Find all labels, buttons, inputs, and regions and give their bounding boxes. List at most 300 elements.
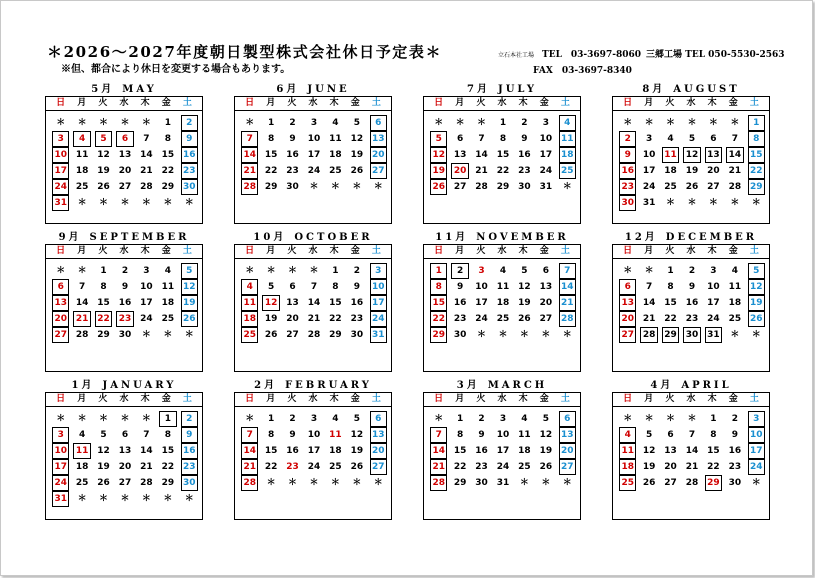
weekday-label: 金 xyxy=(161,394,171,404)
day-cell: 30 xyxy=(518,182,531,192)
weekday-label: 金 xyxy=(161,98,171,108)
empty-day-marker: ＊ xyxy=(455,118,465,128)
day-cell: 20 xyxy=(368,443,389,459)
day-cell: 25 xyxy=(518,462,531,472)
day-cell: 9 xyxy=(179,131,200,147)
month-en-label: SEPTEMBER xyxy=(89,232,190,243)
weekday-label: 土 xyxy=(182,394,192,404)
day-cell: 28 xyxy=(475,182,488,192)
weekday-label: 土 xyxy=(371,246,381,256)
day-cell: 27 xyxy=(286,330,299,340)
day-cell: 19 xyxy=(642,462,656,472)
day-cell: 10 xyxy=(707,282,720,292)
hq-fax: FAX 03-3697-8340 xyxy=(533,66,632,76)
day-cell: 20 xyxy=(617,311,638,327)
day-cell: 14 xyxy=(685,446,699,456)
month-header xyxy=(423,231,581,244)
day-cell: 30 xyxy=(475,478,488,488)
day-cell: 8 xyxy=(164,134,171,144)
day-cell: 11 xyxy=(518,430,531,440)
day-cell: 12 xyxy=(350,430,364,440)
day-cell: 9 xyxy=(353,282,360,292)
day-cell: 26 xyxy=(746,311,767,327)
day-cell: 19 xyxy=(179,295,200,311)
empty-day-marker: ＊ xyxy=(330,478,340,488)
day-cell: 29 xyxy=(703,475,724,491)
day-cell: 4 xyxy=(557,115,578,131)
weekday-label: 火 xyxy=(98,98,108,108)
day-cell: 25 xyxy=(161,314,175,324)
day-cell: 8 xyxy=(746,131,767,147)
day-cell: 17 xyxy=(307,150,321,160)
day-cell: 23 xyxy=(286,462,299,472)
weekday-header xyxy=(46,97,202,111)
day-cell: 9 xyxy=(521,134,528,144)
day-cell: 3 xyxy=(710,266,717,276)
day-cell: 26 xyxy=(428,179,449,195)
day-cell: 20 xyxy=(557,443,578,459)
weekday-label: 金 xyxy=(728,98,738,108)
day-cell: 11 xyxy=(329,134,342,144)
day-cell: 18 xyxy=(161,298,175,308)
day-cell: 22 xyxy=(329,314,342,324)
day-cell: 5 xyxy=(542,414,549,424)
day-cell: 22 xyxy=(264,166,278,176)
day-cell: 10 xyxy=(140,282,153,292)
empty-day-marker: ＊ xyxy=(434,118,444,128)
day-cell: 23 xyxy=(685,314,699,324)
day-cell: 19 xyxy=(746,295,767,311)
empty-day-marker: ＊ xyxy=(141,118,151,128)
day-cell: 14 xyxy=(428,443,449,459)
day-cell: 1 xyxy=(268,118,275,128)
weekday-label: 日 xyxy=(623,246,633,256)
day-cell: 31 xyxy=(703,327,724,343)
month-en-label: JUNE xyxy=(307,84,350,95)
day-cell: 1 xyxy=(667,266,674,276)
weekday-label: 月 xyxy=(455,394,465,404)
day-cell: 2 xyxy=(121,266,129,276)
day-cell: 23 xyxy=(350,314,364,324)
day-cell: 3 xyxy=(310,118,318,128)
day-cell: 22 xyxy=(746,163,767,179)
weekday-label: 月 xyxy=(77,394,87,404)
day-cell: 26 xyxy=(350,462,364,472)
weekday-label: 木 xyxy=(518,394,528,404)
day-cell: 30 xyxy=(728,478,742,488)
day-grid xyxy=(50,115,200,211)
weekday-label: 木 xyxy=(329,394,339,404)
day-cell: 11 xyxy=(161,282,175,292)
weekday-label: 金 xyxy=(350,98,360,108)
day-cell: 25 xyxy=(239,327,260,343)
day-cell: 4 xyxy=(332,118,339,128)
day-cell: 19 xyxy=(685,166,699,176)
month-en-label: JANUARY xyxy=(102,380,177,391)
weekday-label: 木 xyxy=(140,246,150,256)
day-cell: 7 xyxy=(239,427,260,443)
month-jp-label: 4月 xyxy=(650,380,674,391)
empty-day-marker: ＊ xyxy=(477,118,487,128)
day-cell: 22 xyxy=(707,462,720,472)
day-cell: 4 xyxy=(332,414,339,424)
day-cell: 15 xyxy=(746,147,767,163)
day-cell: 3 xyxy=(368,263,389,279)
empty-day-marker: ＊ xyxy=(666,414,676,424)
day-cell: 31 xyxy=(539,182,553,192)
day-cell: 7 xyxy=(688,430,696,440)
weekday-label: 水 xyxy=(119,246,129,256)
day-cell: 25 xyxy=(728,314,742,324)
weekday-label: 日 xyxy=(245,394,255,404)
empty-day-marker: ＊ xyxy=(498,330,508,340)
day-cell: 15 xyxy=(428,295,449,311)
day-cell: 6 xyxy=(50,279,71,295)
day-cell: 12 xyxy=(97,446,110,456)
weekday-label: 月 xyxy=(266,98,276,108)
day-cell: 7 xyxy=(239,131,260,147)
day-cell: 18 xyxy=(557,147,578,163)
day-cell: 22 xyxy=(664,314,677,324)
hq-tel: TEL 03-3697-8060 xyxy=(542,50,641,60)
weekday-header xyxy=(424,245,580,259)
month-jp-label: 6月 xyxy=(276,84,300,95)
empty-day-marker: ＊ xyxy=(288,478,298,488)
day-cell: 16 xyxy=(179,443,200,459)
day-cell: 13 xyxy=(617,295,638,311)
weekday-label: 水 xyxy=(308,246,318,256)
day-cell: 12 xyxy=(428,147,449,163)
day-cell: 16 xyxy=(475,446,488,456)
day-cell: 11 xyxy=(660,147,681,163)
empty-day-marker: ＊ xyxy=(266,266,276,276)
weekday-label: 金 xyxy=(728,246,738,256)
month-en-label: JULY xyxy=(497,84,537,95)
month-august xyxy=(612,83,770,224)
month-grid-box xyxy=(234,244,392,372)
day-cell: 18 xyxy=(239,311,260,327)
day-cell: 15 xyxy=(453,446,467,456)
day-cell: 30 xyxy=(681,327,702,343)
day-cell: 12 xyxy=(260,295,281,311)
day-cell: 17 xyxy=(307,446,321,456)
month-grid-box xyxy=(612,392,770,520)
day-cell: 21 xyxy=(685,462,699,472)
weekday-header xyxy=(613,393,769,407)
day-cell: 31 xyxy=(496,478,510,488)
day-cell: 19 xyxy=(97,462,110,472)
day-cell: 7 xyxy=(310,282,318,292)
weekday-label: 木 xyxy=(707,98,717,108)
day-grid xyxy=(239,411,389,491)
day-grid xyxy=(428,115,578,195)
empty-day-marker: ＊ xyxy=(330,182,340,192)
day-cell: 22 xyxy=(93,311,114,327)
day-cell: 24 xyxy=(642,182,656,192)
weekday-label: 土 xyxy=(749,246,759,256)
empty-day-marker: ＊ xyxy=(56,414,66,424)
empty-day-marker: ＊ xyxy=(562,330,572,340)
day-cell: 11 xyxy=(75,150,89,160)
day-cell: 27 xyxy=(617,327,638,343)
month-header xyxy=(612,231,770,244)
day-cell: 29 xyxy=(496,182,510,192)
month-june xyxy=(234,83,392,224)
day-cell: 2 xyxy=(478,414,485,424)
month-may xyxy=(45,83,203,224)
day-cell: 1 xyxy=(428,263,449,279)
day-cell: 25 xyxy=(617,475,638,491)
day-cell: 16 xyxy=(617,163,638,179)
day-cell: 24 xyxy=(307,166,321,176)
weekday-label: 金 xyxy=(539,394,549,404)
day-cell: 9 xyxy=(289,134,296,144)
empty-day-marker: ＊ xyxy=(141,198,151,208)
day-cell: 10 xyxy=(475,282,488,292)
empty-day-marker: ＊ xyxy=(120,198,130,208)
month-header xyxy=(234,231,392,244)
day-cell: 7 xyxy=(143,134,150,144)
day-cell: 7 xyxy=(646,282,653,292)
weekday-label: 火 xyxy=(98,394,108,404)
day-cell: 12 xyxy=(642,446,656,456)
day-cell: 24 xyxy=(707,314,720,324)
day-cell: 25 xyxy=(496,314,510,324)
day-cell: 13 xyxy=(557,427,578,443)
month-header xyxy=(612,379,770,392)
day-cell: 15 xyxy=(496,150,510,160)
day-cell: 27 xyxy=(118,182,132,192)
day-grid xyxy=(239,115,389,195)
month-grid-box xyxy=(423,96,581,224)
day-cell: 16 xyxy=(728,446,742,456)
empty-day-marker: ＊ xyxy=(309,266,319,276)
weekday-label: 木 xyxy=(518,98,528,108)
day-cell: 3 xyxy=(50,131,71,147)
empty-day-marker: ＊ xyxy=(751,330,761,340)
day-cell: 22 xyxy=(161,166,175,176)
day-cell: 4 xyxy=(79,430,86,440)
day-cell: 2 xyxy=(521,118,528,128)
weekday-label: 日 xyxy=(434,394,444,404)
empty-day-marker: ＊ xyxy=(77,414,87,424)
weekday-label: 金 xyxy=(539,98,549,108)
day-cell: 11 xyxy=(239,295,260,311)
weekday-label: 水 xyxy=(497,246,507,256)
empty-day-marker: ＊ xyxy=(623,266,633,276)
day-cell: 29 xyxy=(264,182,278,192)
weekday-label: 土 xyxy=(560,394,570,404)
empty-day-marker: ＊ xyxy=(77,118,87,128)
month-jp-label: 5月 xyxy=(91,84,115,95)
weekday-label: 月 xyxy=(644,98,654,108)
weekday-label: 日 xyxy=(56,246,66,256)
month-header xyxy=(234,379,392,392)
day-cell: 13 xyxy=(664,446,677,456)
empty-day-marker: ＊ xyxy=(99,494,109,504)
day-cell: 14 xyxy=(557,279,578,295)
day-cell: 10 xyxy=(496,430,510,440)
day-cell: 10 xyxy=(307,134,321,144)
weekday-label: 日 xyxy=(623,98,633,108)
day-cell: 6 xyxy=(667,430,674,440)
empty-day-marker: ＊ xyxy=(434,414,444,424)
day-cell: 8 xyxy=(100,282,107,292)
day-cell: 18 xyxy=(75,166,89,176)
day-cell: 1 xyxy=(710,414,717,424)
day-cell: 16 xyxy=(179,147,200,163)
weekday-label: 木 xyxy=(329,98,339,108)
day-cell: 16 xyxy=(685,298,699,308)
day-cell: 7 xyxy=(143,430,150,440)
weekday-label: 日 xyxy=(56,394,66,404)
day-cell: 17 xyxy=(50,163,71,179)
day-cell: 16 xyxy=(286,446,299,456)
day-cell: 5 xyxy=(268,282,275,292)
day-cell: 4 xyxy=(164,266,171,276)
day-cell: 17 xyxy=(496,446,510,456)
day-cell: 26 xyxy=(97,182,110,192)
day-cell: 2 xyxy=(179,115,200,131)
day-cell: 24 xyxy=(368,311,389,327)
day-cell: 2 xyxy=(688,266,696,276)
day-cell: 5 xyxy=(746,263,767,279)
day-cell: 18 xyxy=(329,150,342,160)
empty-day-marker: ＊ xyxy=(77,494,87,504)
day-cell: 30 xyxy=(286,182,299,192)
empty-day-marker: ＊ xyxy=(519,478,529,488)
day-cell: 25 xyxy=(75,478,89,488)
day-cell: 22 xyxy=(264,462,278,472)
day-cell: 27 xyxy=(664,478,677,488)
weekday-label: 日 xyxy=(245,98,255,108)
weekday-header xyxy=(613,245,769,259)
day-cell: 21 xyxy=(239,459,260,475)
day-cell: 5 xyxy=(521,266,528,276)
day-cell: 12 xyxy=(746,279,767,295)
day-cell: 5 xyxy=(353,414,360,424)
day-cell: 4 xyxy=(521,414,528,424)
empty-day-marker: ＊ xyxy=(77,266,87,276)
day-cell: 13 xyxy=(118,446,132,456)
day-cell: 26 xyxy=(97,478,110,488)
empty-day-marker: ＊ xyxy=(141,414,151,424)
day-cell: 21 xyxy=(307,314,321,324)
day-cell: 2 xyxy=(289,118,296,128)
day-cell: 26 xyxy=(179,311,200,327)
month-grid-box xyxy=(234,392,392,520)
day-cell: 18 xyxy=(518,446,531,456)
weekday-label: 水 xyxy=(308,98,318,108)
day-cell: 29 xyxy=(746,179,767,195)
day-cell: 16 xyxy=(350,298,364,308)
day-cell: 24 xyxy=(746,459,767,475)
weekday-label: 日 xyxy=(434,98,444,108)
empty-day-marker: ＊ xyxy=(56,266,66,276)
weekday-label: 木 xyxy=(329,246,339,256)
day-cell: 29 xyxy=(161,182,175,192)
month-grid-box xyxy=(612,96,770,224)
empty-day-marker: ＊ xyxy=(184,330,194,340)
day-cell: 6 xyxy=(457,134,464,144)
day-cell: 3 xyxy=(310,414,318,424)
day-cell: 9 xyxy=(179,427,200,443)
month-jp-label: 11月 xyxy=(435,232,469,243)
day-cell: 4 xyxy=(667,134,674,144)
day-cell: 11 xyxy=(617,443,638,459)
day-cell: 28 xyxy=(140,182,153,192)
weekday-label: 月 xyxy=(266,394,276,404)
day-cell: 11 xyxy=(728,282,742,292)
day-cell: 24 xyxy=(496,462,510,472)
weekday-label: 日 xyxy=(245,246,255,256)
day-cell: 13 xyxy=(286,298,299,308)
empty-day-marker: ＊ xyxy=(77,198,87,208)
day-cell: 21 xyxy=(140,166,153,176)
empty-day-marker: ＊ xyxy=(519,330,529,340)
day-cell: 22 xyxy=(161,462,175,472)
day-cell: 23 xyxy=(617,179,638,195)
day-cell: 14 xyxy=(140,446,153,456)
day-cell: 11 xyxy=(71,443,92,459)
empty-day-marker: ＊ xyxy=(288,266,298,276)
day-cell: 23 xyxy=(475,462,488,472)
day-cell: 27 xyxy=(707,182,720,192)
misato-tel: TEL 050-5530-2563 xyxy=(685,50,785,60)
day-cell: 15 xyxy=(329,298,342,308)
month-grid-box xyxy=(45,392,203,520)
day-cell: 17 xyxy=(368,295,389,311)
day-cell: 13 xyxy=(50,295,71,311)
day-cell: 30 xyxy=(179,475,200,491)
day-cell: 13 xyxy=(118,150,132,160)
weekday-header xyxy=(46,245,202,259)
page-title: ＊2026～2027年度朝日製型株式会社休日予定表＊ xyxy=(47,43,443,61)
day-cell: 22 xyxy=(496,166,510,176)
day-cell: 17 xyxy=(50,459,71,475)
day-cell: 7 xyxy=(478,134,485,144)
day-cell: 15 xyxy=(664,298,677,308)
empty-day-marker: ＊ xyxy=(687,414,697,424)
day-cell: 16 xyxy=(286,150,299,160)
day-cell: 20 xyxy=(50,311,71,327)
day-cell: 19 xyxy=(428,163,449,179)
day-cell: 8 xyxy=(667,282,674,292)
month-en-label: OCTOBER xyxy=(294,232,373,243)
empty-day-marker: ＊ xyxy=(99,118,109,128)
day-cell: 28 xyxy=(685,478,699,488)
weekday-label: 火 xyxy=(476,394,486,404)
day-cell: 17 xyxy=(475,298,488,308)
weekday-label: 月 xyxy=(455,98,465,108)
day-cell: 20 xyxy=(368,147,389,163)
empty-day-marker: ＊ xyxy=(245,414,255,424)
day-cell: 8 xyxy=(499,134,507,144)
weekday-label: 水 xyxy=(497,394,507,404)
day-cell: 21 xyxy=(140,462,153,472)
day-cell: 14 xyxy=(475,150,488,160)
month-grid-box xyxy=(423,244,581,372)
day-cell: 3 xyxy=(746,411,767,427)
day-cell: 6 xyxy=(617,279,638,295)
day-cell: 9 xyxy=(688,282,696,292)
empty-day-marker: ＊ xyxy=(562,478,572,488)
weekday-label: 水 xyxy=(686,98,696,108)
day-cell: 29 xyxy=(453,478,467,488)
day-cell: 1 xyxy=(499,118,507,128)
day-cell: 16 xyxy=(518,150,531,160)
month-header xyxy=(423,83,581,96)
